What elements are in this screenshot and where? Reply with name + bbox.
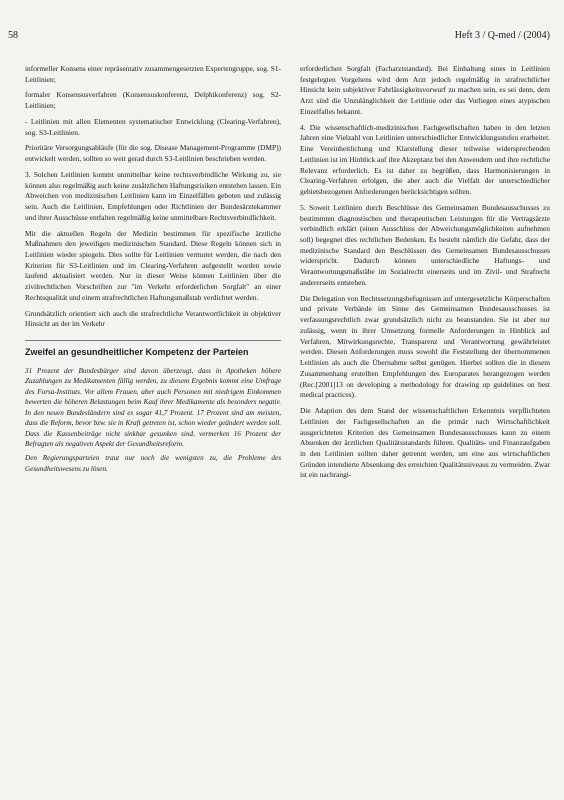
paragraph: erforderlichen Sorgfalt (Facharztstandard). Bei Einhaltung eines in Leitlinien festgelegten Vorgehens wird dem Arzt jedoch regelmäßig in strafrechtlicher Hinsicht kein subjektiver Fahrlässigkeitsvorwurf zu machen sein, es sei denn, dem Arzt sind die Unzulänglichkeit der Leitlinie oder das Vorliegen eines atypischen Einzelfalles bekannt. (300, 64, 550, 116)
box-title: Zweifel an gesundheitlicher Kompetenz der Parteien (25, 347, 249, 358)
issue-header: Heft 3 / Q-med / (2004) (454, 30, 550, 41)
paragraph: Die Adaption des dem Stand der wissenschaftlichen Erkenntnis verpflichteten Leitlinien der Fachgesellschaften an die primär nach Wirtschaftlichkeit ausgerichteten Kriterien des Gemeinsamen Bundesausschusses kann zu einem Absenken der ärztlichen Qualitätsstandards führen. Qualitäts- und Finanzaufgaben in den Leitlinien sollten daher getrennt werden, um eine aus wirtschaftlichen Gründen intendierte Absenkung des erreichten Qualitätsniveaus zu vermeiden. Zwar ist ein nachrangi- (300, 406, 550, 480)
box-paragraph: 31 Prozent der Bundesbürger sind davon überzeugt, dass in Apotheken höhere Zuzahlungen zu Medikamenten fällig werden, zu diesem Ergebnis kommt eine Umfrage des Forsa-Instituts. Vor allem Frauen, aber auch Personen mit niedrigem Einkommen bewerten die höheren Belastungen beim Kauf ihrer Medikamente als besonders negativ. In den neuen Bundesländern sind es sogar 41,7 Prozent. 17 Prozent sind am meisten, dass die Reform, bevor bzw. sie in Kraft getreten ist, schon wieder geändert werden soll. Dass die Kassenbeiträge nicht sinkbar gesunken sind, vermerken 16 Prozent der Befragten als negativen Aspekt der Gesundheitsreform. (25, 366, 281, 449)
box-paragraph: Den Regierungsparteien traut nur noch die wenigsten zu, die Probleme des Gesundheitswesens zu lösen. (25, 454, 281, 473)
paragraph: 4. Die wissenschaftlich-medizinischen Fachgesellschaften haben in den letzten Jahren eine Vielzahl von Leitlinien unterschiedlicher Entwicklungsstufen erarbeitet. Eine Vereinheitlichung und Klarstellung dieser teilweise widersprechenden Leitlinien ist im Hinblick auf ihre Akzeptanz bei den Anwendern und ihre rechtliche Relevanz erforderlich. Es ist daher zu begrüßen, dass Harmonisierungen in Clearing-Verfahren erfolgen, die aber auch die Vielfalt der unterschiedlicher gebietsbezogenen Anforderungen berücksichtigen sollten. (300, 122, 550, 197)
paragraph: informeller Konsens einer repräsentativ zusammengesetzten Expertengruppe, sog. S1-Leitlinien; (25, 64, 281, 84)
paragraph: 3. Solchen Leitlinien kommt unmittelbar keine rechtsverbindliche Wirkung zu, sie können also regelmäßig auch keine zusätzlichen Haftungsrisiken entstehen lassen. Ein Abweichen von medizinischen Leitlinien kann im Einzelfällen geboten und zulässig sein. Auch die Leitlinien, Empfehlungen oder Richtlinien der Bundesärztekammer und ihrer Ausschüsse entfalten regelmäßig keine unmittelbare Rechtsverbindlichkeit. (25, 169, 281, 222)
left-column (25, 64, 281, 478)
paragraph: 5. Soweit Leitlinien durch Beschlüsse des Gemeinsamen Bundesausschusses zu bestimmten diagnostischen und therapeutischen Leistungen für die Vertragsärzte verbindlich erklärt (einen Ausschluss der Abweichungsmöglichkeiten aufnehmen soll) begegnet dies rechtlichen Bedenken. Es besteht nämlich die Gefahr, dass der medizinische Standard den Beschlüssen des Gemeinsamen Bundesausschusses widerspricht. Dadurch können unterschiedliche Haftungs- und Verantwortungsmaßstäbe im Sozialrecht einerseits und im Zivil- und Strafrecht andererseits entstehen. (300, 202, 550, 287)
sidebar-box (25, 340, 281, 474)
paragraph: Die Delegation von Rechtssetzungsbefugnissen auf untergesetzliche Körperschaften und private Verbände im Sinne des Gemeinsamen Bundesausschusses ist verfassungsrechtlich zwar grundsätzlich nicht zu beanstanden. Sie ist aber nur zulässig, wenn in ihrer Umsetzung formelle Anforderungen in Hinblick auf Verfahren, Mitwirkungsrechte, Transparenz und Verantwortung gewährleistet werden. Diesen Anforderungen muss sowohl die Feststellung der übernommenen Leitlinien als auch die Übernahme selbst genügen. Hierbei sollten die in diesem Zusammenhang erstellten Empfehlungen des Europarates herangezogen werden (Rec.[2001]13 on developing a methodology for drawing up guidelines on best medical practices). (300, 293, 550, 400)
paragraph: Mit die aktuellen Regeln der Medizin bestimmen für spezifische ärztliche Maßnahmen den jeweiligen medizinischen Standard. Diese Regeln können sich in Leitlinien wieder spiegeln. Dies sollte für Leitlinien vermutet werden, die nach den Kriterien für S3-Leitlinien und im Clearing-Verfahren aufgestellt worden sowie laufend aktualisiert werden. Nur in dieser Weise können Leitlinien über die zivilrechtlichen Vorschriften zur "im Verkehr erforderlichen Sorgfalt" an einer Rechtsqualität und einem strafrechtlichen Haftungsmaßstab verdichtet werden. (25, 228, 281, 302)
page-number: 58 (8, 30, 18, 41)
paragraph: Prioritäre Versorgungsabläufe (für die sog. Disease Management-Programme (DMP)) entwickelt werden, sollten so weit gerad durch S3-Leitlinien beschrieben werden. (25, 143, 281, 164)
paragraph: formaler Konsensusverfahren (Konsensuskonferenz, Delphikonferenz) sog. S2-Leitlinien; (25, 90, 281, 111)
paragraph: Grundsätzlich orientiert sich auch die strafrechtliche Verantwortlichkeit in objektiver Hinsicht an der im Verkehr (25, 308, 281, 329)
right-column (300, 64, 550, 486)
paragraph: - Leitlinien mit allen Elementen systematischer Entwicklung (Clearing-Verfahren), sog. S3-Leitlinien. (25, 116, 281, 137)
box-body (25, 366, 281, 474)
